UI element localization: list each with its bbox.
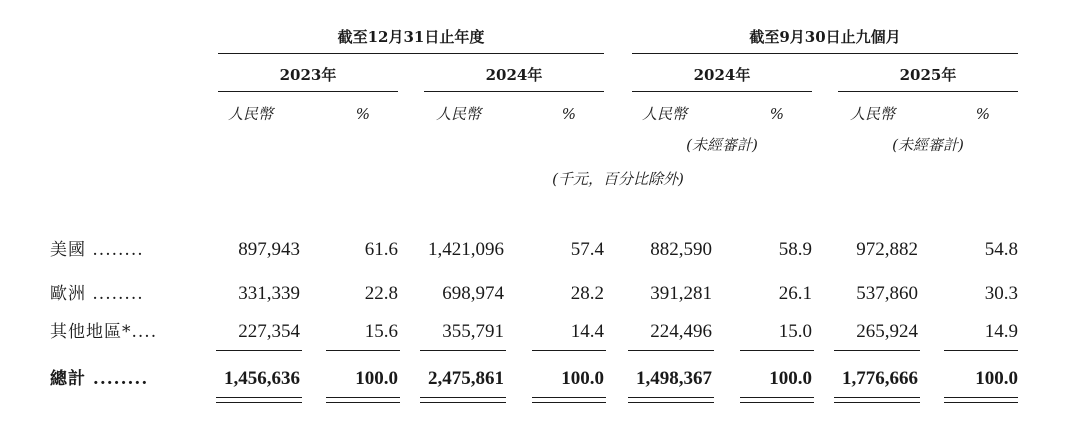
cell-percent: 14.9: [984, 321, 1018, 342]
cell-value: 537,860: [856, 283, 918, 304]
unit-note: (千元，百分比除外): [552, 170, 684, 188]
cell-value: 882,590: [650, 239, 712, 260]
subheader-percent: %: [769, 105, 784, 123]
cell-value: 698,974: [442, 283, 504, 304]
row-label-other-regions: 其他地區*....: [50, 322, 158, 342]
year-rule-2025-9m: [838, 91, 1018, 92]
total-percent: 100.0: [561, 368, 604, 389]
total-value: 2,475,861: [428, 368, 504, 389]
sum-rule: [532, 350, 606, 351]
subheader-currency: 人民幣: [850, 105, 896, 123]
double-rule: [532, 397, 606, 403]
cell-percent: 22.8: [364, 283, 398, 304]
cell-percent: 15.0: [778, 321, 812, 342]
year-rule-2023: [218, 91, 398, 92]
double-rule: [944, 397, 1018, 403]
double-rule: [216, 397, 302, 403]
cell-percent: 28.2: [570, 283, 604, 304]
cell-percent: 15.6: [364, 321, 398, 342]
cell-percent: 61.6: [364, 239, 398, 260]
cell-value: 897,943: [238, 239, 300, 260]
subheader-percent: %: [975, 105, 990, 123]
double-rule: [628, 397, 714, 403]
double-rule: [834, 397, 920, 403]
sum-rule: [326, 350, 400, 351]
double-rule: [326, 397, 400, 403]
subheader-percent: %: [561, 105, 576, 123]
unaudited-label: (未經審計): [686, 136, 758, 154]
subheader-currency: 人民幣: [436, 105, 482, 123]
group-rule-9m: [632, 53, 1018, 54]
total-value: 1,456,636: [224, 368, 300, 389]
cell-value: 972,882: [856, 239, 918, 260]
cell-percent: 30.3: [984, 283, 1018, 304]
cell-value: 224,496: [650, 321, 712, 342]
group-rule-fy: [218, 53, 604, 54]
cell-value: 227,354: [238, 321, 300, 342]
total-percent: 100.0: [355, 368, 398, 389]
sum-rule: [740, 350, 814, 351]
sum-rule: [628, 350, 714, 351]
group-header-fy: 截至12月31日止年度: [337, 28, 485, 46]
year-header-2024-9m: 2024年: [693, 66, 751, 84]
year-header-2023: 2023年: [279, 66, 337, 84]
total-percent: 100.0: [769, 368, 812, 389]
subheader-currency: 人民幣: [228, 105, 274, 123]
cell-value: 1,421,096: [428, 239, 504, 260]
year-rule-2024-9m: [632, 91, 812, 92]
cell-value: 355,791: [442, 321, 504, 342]
cell-percent: 26.1: [778, 283, 812, 304]
total-value: 1,498,367: [636, 368, 712, 389]
double-rule: [420, 397, 506, 403]
year-rule-2024: [424, 91, 604, 92]
year-header-2024: 2024年: [485, 66, 543, 84]
year-header-2025-9m: 2025年: [899, 66, 957, 84]
row-label-europe: 歐洲 ........: [50, 284, 144, 304]
sum-rule: [834, 350, 920, 351]
cell-value: 265,924: [856, 321, 918, 342]
subheader-percent: %: [355, 105, 370, 123]
group-header-9m: 截至9月30日止九個月: [749, 28, 901, 46]
total-percent: 100.0: [975, 368, 1018, 389]
row-label-usa: 美國 ........: [50, 240, 144, 260]
cell-percent: 58.9: [778, 239, 812, 260]
double-rule: [740, 397, 814, 403]
unaudited-label: (未經審計): [892, 136, 964, 154]
cell-percent: 14.4: [570, 321, 604, 342]
subheader-currency: 人民幣: [642, 105, 688, 123]
row-label-total: 總計 ........: [50, 369, 149, 389]
cell-percent: 54.8: [984, 239, 1018, 260]
sum-rule: [420, 350, 506, 351]
sum-rule: [216, 350, 302, 351]
cell-value: 391,281: [650, 283, 712, 304]
cell-percent: 57.4: [570, 239, 604, 260]
sum-rule: [944, 350, 1018, 351]
cell-value: 331,339: [238, 283, 300, 304]
total-value: 1,776,666: [842, 368, 918, 389]
